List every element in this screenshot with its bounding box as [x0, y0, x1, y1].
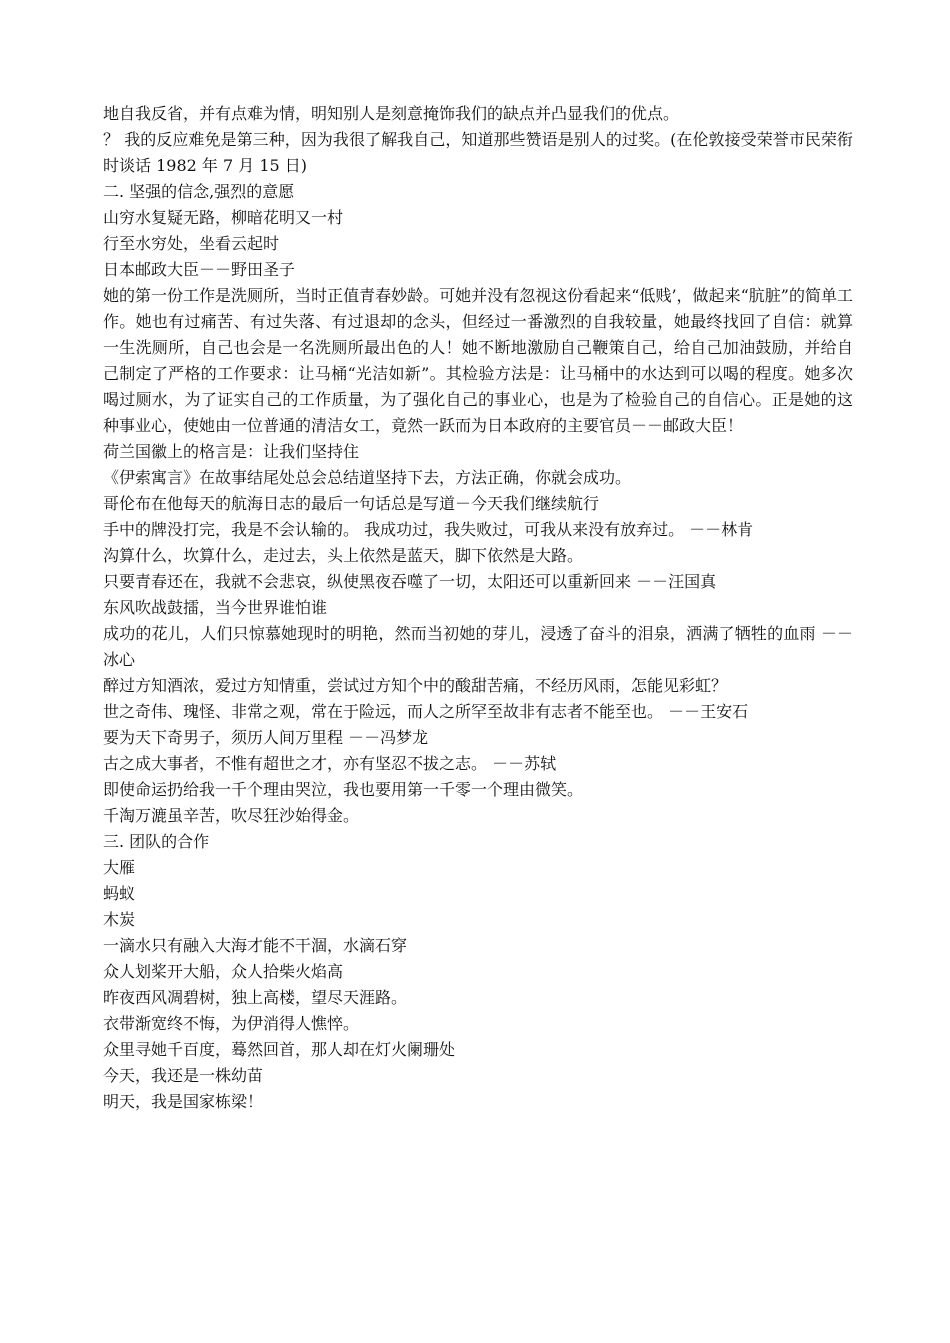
text-line: 今天，我还是一株幼苗: [103, 1066, 264, 1085]
text-line: 即使命运扔给我一千个理由哭泣，我也要用第一千零一个理由微笑。: [103, 780, 584, 799]
text-line: 木炭: [103, 910, 136, 929]
text-line: 衣带渐宽终不悔，为伊消得人憔悴。: [103, 1014, 360, 1033]
text-line: 众里寻她千百度，蓦然回首，那人却在灯火阑珊处: [103, 1040, 456, 1059]
section-heading: 三. 团队的合作: [103, 832, 210, 851]
text-line: 行至水穷处，坐看云起时: [103, 234, 280, 253]
text-line: 要为天下奇男子，须历人间万里程 －－冯梦龙: [103, 728, 429, 747]
text-line: ？ 我的反应难免是第三种，因为我很了解我自己，知道那些赞语是别人的过奖。(在伦敦接受荣誉市民荣衔时谈话 1982 年 7 月 15 日): [103, 130, 853, 175]
text-line: 东风吹战鼓擂，当今世界谁怕谁: [103, 598, 328, 617]
text-line: 哥伦布在他每天的航海日志的最后一句话总是写道－今天我们继续航行: [103, 494, 600, 513]
text-line: 明天，我是国家栋梁！: [103, 1092, 264, 1111]
text-line: 大雁: [103, 858, 136, 877]
text-line: 只要青春还在，我就不会悲哀，纵使黑夜吞噬了一切，太阳还可以重新回来 －－汪国真: [103, 572, 717, 591]
text-line: 一滴水只有融入大海才能不干涸，水滴石穿: [103, 936, 408, 955]
text-line: 众人划桨开大船，众人拾柴火焰高: [103, 962, 344, 981]
text-line: 古之成大事者，不惟有超世之才，亦有坚忍不拔之志。 －－苏轼: [103, 754, 557, 773]
text-paragraph: 她的第一份工作是洗厕所，当时正值青春妙龄。可她并没有忽视这份看起来“低贱’，做起来“肮脏”的简单工作。她也有过痛苦、有过失落、有过退却的念头，但经过一番激烈的自我较量，她最终找回了自信：就算一生洗厕所，自己也会是一名洗厕所最出色的人！她不断地激励自己鞭策自己，给自己加油鼓励，并给自己制定了严格的工作要求：让马桶“光洁如新”。其检验方法是：让马桶中的水达到可以喝的程度。她多次喝过厕水，为了证实自己的工作质量，为了强化自己的事业心，也是为了检验自己的自信心。正是她的这种事业心，使她由一位普通的清洁女工，竟然一跃而为日本政府的主要官员－－邮政大臣！: [103, 286, 853, 435]
text-paragraph: 成功的花儿，人们只惊慕她现时的明艳，然而当初她的芽儿，浸透了奋斗的泪泉，洒满了牺牲的血雨 －－冰心: [103, 624, 853, 669]
text-line: 昨夜西风凋碧树，独上高楼，望尽天涯路。: [103, 988, 408, 1007]
text-line: 沟算什么，坎算什么，走过去，头上依然是蓝天，脚下依然是大路。: [103, 546, 584, 565]
text-line: 日本邮政大臣－－野田圣子: [103, 260, 296, 279]
text-line: 醉过方知酒浓，爱过方知情重，尝试过方知个中的酸甜苦痛，不经历风雨，怎能见彩虹？: [103, 676, 728, 695]
document-page: [103, 101, 853, 1115]
text-line: 山穷水复疑无路，柳暗花明又一村: [103, 208, 344, 227]
text-line: 蚂蚁: [103, 884, 136, 903]
text-line: 地自我反省，并有点难为情，明知别人是刻意掩饰我们的缺点并凸显我们的优点。: [103, 104, 680, 123]
text-line: 手中的牌没打完，我是不会认输的。 我成功过，我失败过，可我从来没有放弃过。 －－林肯: [103, 520, 754, 539]
text-line: 世之奇伟、瑰怪、非常之观，常在于险远，而人之所罕至故非有志者不能至也。 －－王安石: [103, 702, 749, 721]
text-line: 《伊索寓言》在故事结尾处总会总结道坚持下去，方法正确，你就会成功。: [103, 468, 632, 487]
text-line: 荷兰国徽上的格言是：让我们坚持住: [103, 442, 360, 461]
text-line: 千淘万漉虽辛苦，吹尽狂沙始得金。: [103, 806, 360, 825]
section-heading: 二. 坚强的信念,强烈的意愿: [103, 182, 295, 201]
